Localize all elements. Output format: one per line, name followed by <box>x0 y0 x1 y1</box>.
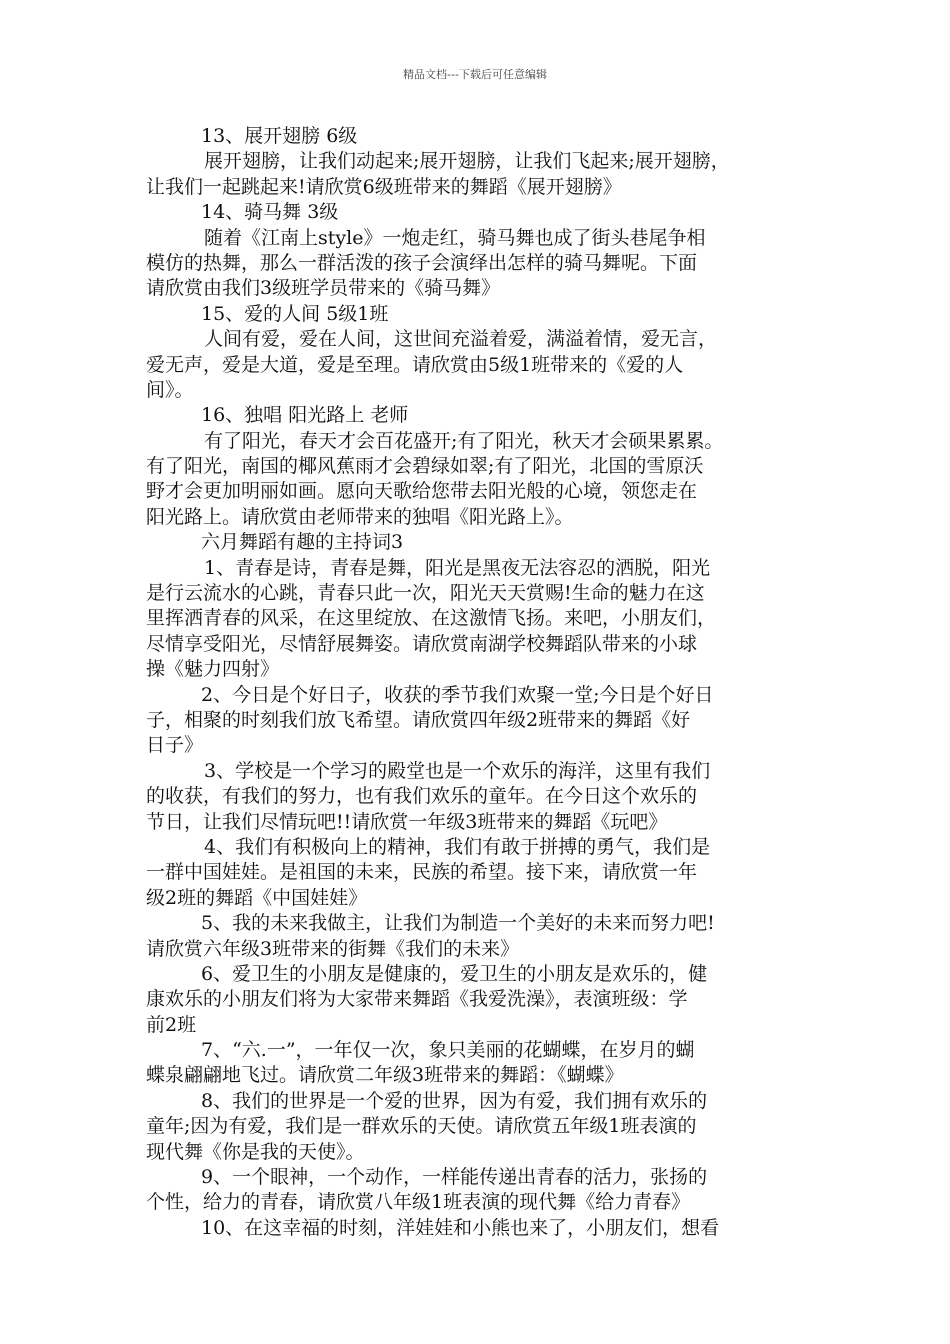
text-line: 随着《江南上style》一炮走红，骑马舞也成了街头巷尾争相 <box>204 226 706 249</box>
text-line: 6、爱卫生的小朋友是健康的，爱卫生的小朋友是欢乐的，健 <box>201 962 708 985</box>
text-line: 野才会更加明丽如画。愿向天歌给您带去阳光般的心境，领您走在 <box>146 480 698 503</box>
text-line: 1、青春是诗，青春是舞，阳光是黑夜无法容忍的洒脱，阳光 <box>204 556 711 579</box>
text-line: 童年;因为有爱，我们是一群欢乐的天使。请欣赏五年级1班表演的 <box>146 1115 697 1138</box>
text-line: 有了阳光，春天才会百花盛开;有了阳光，秋天才会硕果累累。 <box>204 429 724 452</box>
text-line: 请欣赏由我们3级班学员带来的《骑马舞》 <box>146 277 501 300</box>
text-line: 2、今日是个好日子，收获的季节我们欢聚一堂;今日是个好日 <box>201 683 714 706</box>
text-line: 模仿的热舞，那么一群活泼的孩子会演绎出怎样的骑马舞呢。下面 <box>146 251 698 274</box>
text-line: 六月舞蹈有趣的主持词3 <box>201 531 404 554</box>
text-line: 16、独唱 阳光路上 老师 <box>201 404 409 427</box>
text-line: 人间有爱，爱在人间，这世间充溢着爱，满溢着情，爱无言， <box>204 328 718 351</box>
text-line: 子，相聚的时刻我们放飞希望。请欣赏四年级2班带来的舞蹈《好 <box>146 708 691 731</box>
page-header: 精品文档---下载后可任意编辑 <box>403 68 547 81</box>
text-line: 日子》 <box>146 734 204 757</box>
text-line: 阳光路上。请欣赏由老师带来的独唱《阳光路上》。 <box>146 505 574 528</box>
text-line: 个性，给力的青春，请欣赏八年级1班表演的现代舞《给力青春》 <box>146 1191 691 1214</box>
text-line: 7、“六.一”，一年仅一次，象只美丽的花蝴蝶，在岁月的蝴 <box>201 1039 695 1062</box>
text-line: 尽情享受阳光，尽情舒展舞姿。请欣赏南湖学校舞蹈队带来的小球 <box>146 632 698 655</box>
text-line: 展开翅膀，让我们动起来;展开翅膀，让我们飞起来;展开翅膀， <box>204 150 730 173</box>
text-line: 是行云流水的心跳，青春只此一次，阳光天天赏赐!生命的魅力在这 <box>146 582 705 605</box>
text-line: 有了阳光，南国的椰风蕉雨才会碧绿如翠;有了阳光，北国的雪原沃 <box>146 455 704 478</box>
text-line: 让我们一起跳起来!请欣赏6级班带来的舞蹈《展开翅膀》 <box>146 175 622 198</box>
text-line: 9、一个眼神，一个动作，一样能传递出青春的活力，张扬的 <box>201 1166 708 1189</box>
text-line: 节日，让我们尽情玩吧!!请欣赏一年级3班带来的舞蹈《玩吧》 <box>146 810 668 833</box>
text-line: 间》。 <box>146 378 194 401</box>
text-line: 10、在这幸福的时刻，洋娃娃和小熊也来了，小朋友们，想看 <box>201 1216 720 1239</box>
text-line: 前2班 <box>146 1013 197 1036</box>
text-line: 的收获，有我们的努力，也有我们欢乐的童年。在今日这个欢乐的 <box>146 785 698 808</box>
text-line: 请欣赏六年级3班带来的街舞《我们的未来》 <box>146 937 520 960</box>
text-line: 8、我们的世界是一个爱的世界，因为有爱，我们拥有欢乐的 <box>201 1089 708 1112</box>
text-line: 爱无声，爱是大道，爱是至理。请欣赏由5级1班带来的《爱的人 <box>146 353 684 376</box>
text-line: 3、学校是一个学习的殿堂也是一个欢乐的海洋，这里有我们 <box>204 759 711 782</box>
text-line: 5、我的未来我做主，让我们为制造一个美好的未来而努力吧! <box>201 912 715 935</box>
text-line: 现代舞《你是我的天使》。 <box>146 1140 365 1163</box>
text-line: 康欢乐的小朋友们将为大家带来舞蹈《我爱洗澡》，表演班级：学 <box>146 988 688 1011</box>
text-line: 里挥洒青春的风采，在这里绽放、在这激情飞扬。来吧，小朋友们， <box>146 607 717 630</box>
text-line: 13、展开翅膀 6级 <box>201 125 358 147</box>
text-line: 级2班的舞蹈《中国娃娃》 <box>146 886 368 909</box>
text-line: 4、我们有积极向上的精神，我们有敢于拼搏的勇气，我们是 <box>204 835 711 858</box>
document-body <box>146 124 810 1241</box>
text-line: 操《魅力四射》 <box>146 658 280 681</box>
text-line: 一群中国娃娃。是祖国的未来，民族的希望。接下来，请欣赏一年 <box>146 861 698 884</box>
text-line: 蝶泉翩翩地飞过。请欣赏二年级3班带来的舞蹈：《蝴蝶》 <box>146 1064 624 1087</box>
text-line: 14、骑马舞 3级 <box>201 201 339 224</box>
text-line: 15、爱的人间 5级1班 <box>201 302 389 325</box>
